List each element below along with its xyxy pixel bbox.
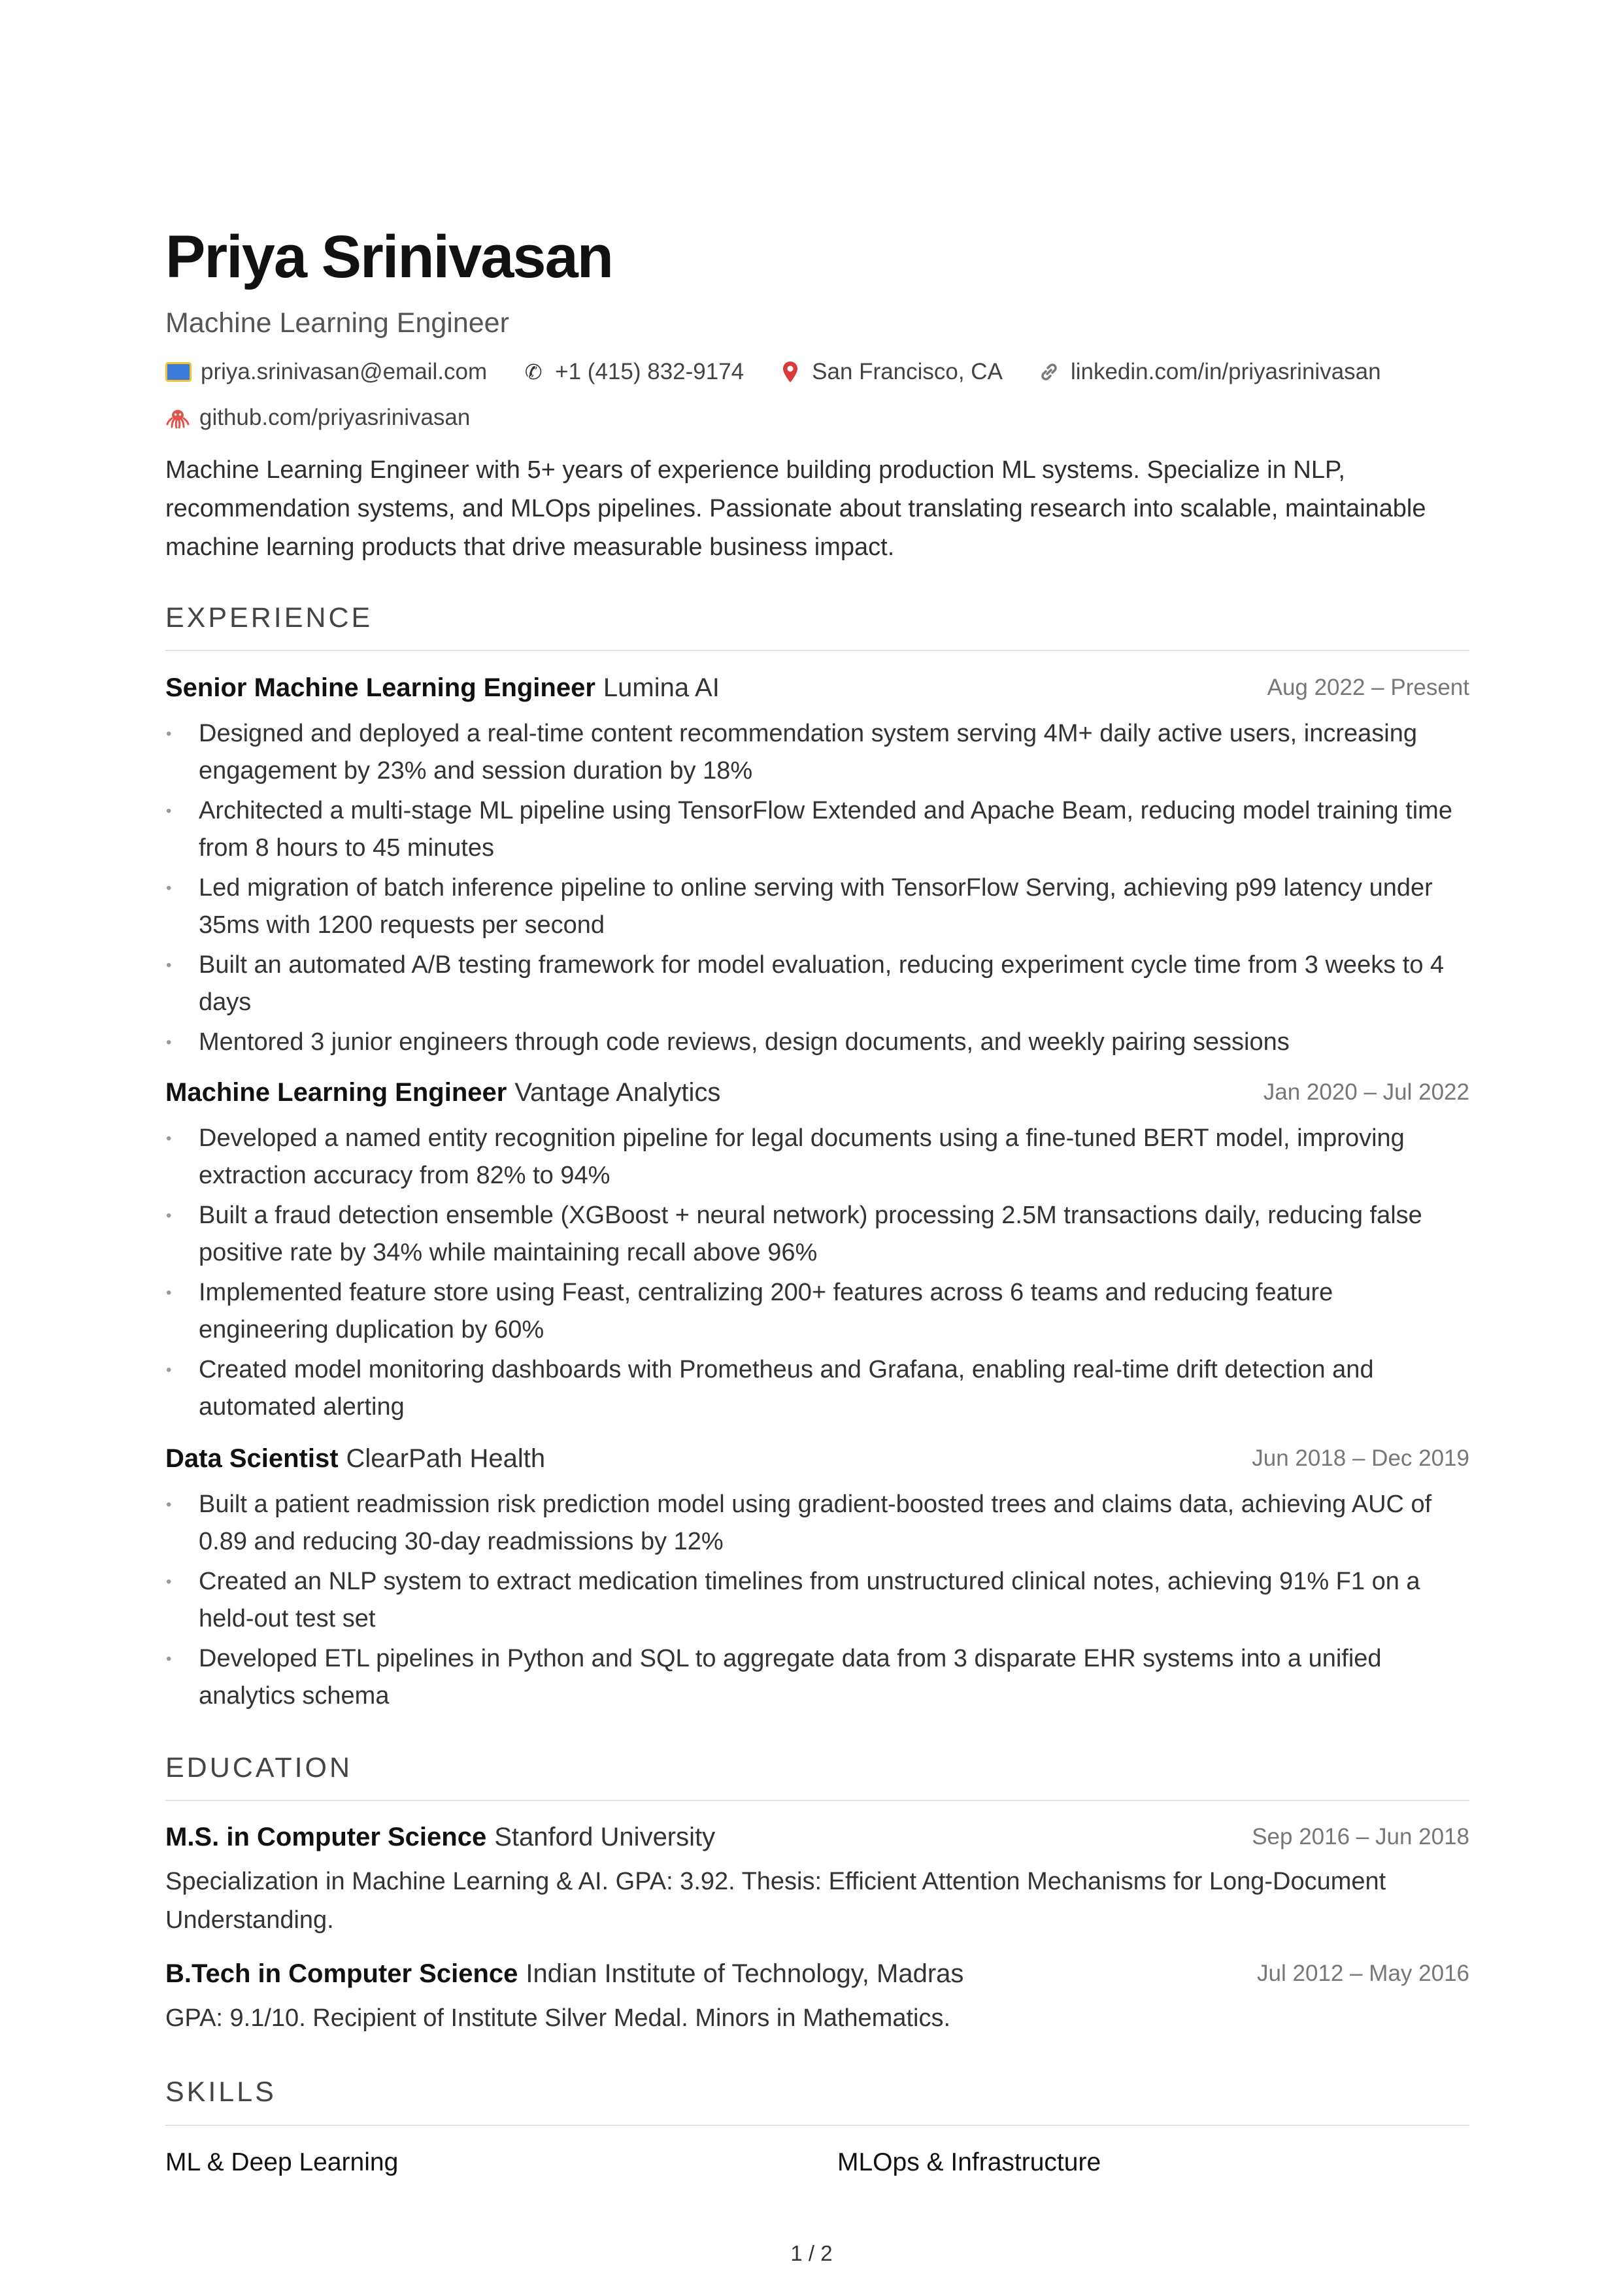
phone-icon: ✆: [524, 360, 543, 384]
contact-location: [778, 356, 1003, 388]
job-bullets-vantage: [165, 1120, 1469, 1428]
list-item: • Designed and deployed a real-time content recommendation system serving 4M+ daily active users, increasing engagement by 23% and session duration by 18%: [165, 715, 1469, 790]
skills-heading: SKILLS: [165, 2076, 276, 2108]
list-item: • Built a fraud detection ensemble (XGBoost + neural network) processing 2.5M transactions daily, reducing false positive rate by 34% while maintaining recall above 96%: [165, 1197, 1469, 1272]
experience-divider: [165, 650, 1469, 651]
page-indicator: 1 / 2: [790, 2241, 833, 2265]
job-dates: Jun 2018 – Dec 2019: [1252, 1445, 1469, 1471]
contact-row-2: [165, 402, 504, 433]
job-company: Vantage Analytics: [514, 1078, 721, 1107]
job-header-vantage: [165, 1074, 1469, 1111]
contact-row-1: [165, 356, 1415, 388]
list-item: • Created an NLP system to extract medication timelines from unstructured clinical notes, achieving 91% F1 on a held-out test set: [165, 1563, 1469, 1638]
experience-heading: EXPERIENCE: [165, 602, 373, 633]
job-bullets-lumina: [165, 715, 1469, 1064]
job-dates: Jan 2020 – Jul 2022: [1263, 1079, 1469, 1105]
list-item: • Created model monitoring dashboards with Prometheus and Grafana, enabling real-time drift detection and automated alerting: [165, 1351, 1469, 1426]
job-bullets-clearpath: [165, 1486, 1469, 1717]
linkedin-text: linkedin.com/in/priyasrinivasan: [1070, 359, 1381, 384]
email-icon: [165, 362, 192, 382]
education-header-iitm: [165, 1955, 1469, 1992]
list-item: • Implemented feature store using Feast, centralizing 200+ features across 6 teams and reducing feature engineering duplication by 60%: [165, 1274, 1469, 1349]
contact-linkedin[interactable]: [1037, 356, 1381, 388]
school: Stanford University: [494, 1823, 716, 1851]
github-octocat-icon: [165, 407, 190, 429]
list-item: • Mentored 3 junior engineers through code reviews, design documents, and weekly pairing sessions: [165, 1024, 1469, 1061]
job-role: Senior Machine Learning Engineer: [165, 673, 595, 702]
degree: B.Tech in Computer Science: [165, 1959, 518, 1988]
list-item: • Built a patient readmission risk prediction model using gradient-boosted trees and claims data, achieving AUC of 0.89 and reducing 30-day readmissions by 12%: [165, 1486, 1469, 1561]
list-item: • Developed ETL pipelines in Python and SQL to aggregate data from 3 disparate EHR systems into a unified analytics schema: [165, 1640, 1469, 1715]
degree: M.S. in Computer Science: [165, 1823, 487, 1851]
job-role: Machine Learning Engineer: [165, 1078, 507, 1107]
job-header-clearpath: [165, 1440, 1469, 1477]
school: Indian Institute of Technology, Madras: [526, 1959, 964, 1988]
list-item: • Built an automated A/B testing framework for model evaluation, reducing experiment cycle time from 3 weeks to 4 days: [165, 947, 1469, 1021]
list-item: • Architected a multi-stage ML pipeline using TensorFlow Extended and Apache Beam, reducing model training time from 8 hours to 45 minutes: [165, 792, 1469, 867]
education-header-stanford: [165, 1819, 1469, 1855]
job-dates: Aug 2022 – Present: [1267, 675, 1469, 700]
job-company: Lumina AI: [603, 673, 720, 702]
location-text: San Francisco, CA: [812, 359, 1003, 384]
link-icon: [1037, 361, 1062, 383]
job-header-lumina: [165, 669, 1469, 706]
candidate-title: Machine Learning Engineer: [165, 307, 509, 339]
education-dates: Sep 2016 – Jun 2018: [1252, 1824, 1469, 1849]
candidate-name: Priya Srinivasan: [165, 224, 612, 290]
education-description: Specialization in Machine Learning & AI. GPA: 3.92. Thesis: Efficient Attention Mechanisms for Long-Document Understanding.: [165, 1868, 1386, 1934]
professional-summary: Machine Learning Engineer with 5+ years of experience building production ML systems. Specialize in NLP, recommendation systems, and MLOps pipelines. Passionate about translating research into scalable, maintainable machine learning products that drive measurable business impact.: [165, 456, 1426, 561]
location-pin-icon: [778, 361, 803, 383]
education-heading: EDUCATION: [165, 1752, 353, 1783]
contact-email[interactable]: [165, 356, 487, 388]
email-text: priya.srinivasan@email.com: [201, 359, 488, 384]
contact-phone[interactable]: [521, 356, 744, 388]
github-text: github.com/priyasrinivasan: [199, 405, 471, 430]
skills-divider: [165, 2125, 1469, 2126]
education-description: GPA: 9.1/10. Recipient of Institute Silver Medal. Minors in Mathematics.: [165, 2004, 951, 2032]
list-item: • Developed a named entity recognition pipeline for legal documents using a fine-tuned BERT model, improving extraction accuracy from 82% to 94%: [165, 1120, 1469, 1194]
phone-text: +1 (415) 832-9174: [555, 359, 745, 384]
list-item: • Led migration of batch inference pipeline to online serving with TensorFlow Serving, achieving p99 latency under 35ms with 1200 requests per second: [165, 869, 1469, 944]
skill-category: MLOps & Infrastructure: [837, 2148, 1101, 2176]
job-role: Data Scientist: [165, 1444, 339, 1473]
skill-category: ML & Deep Learning: [165, 2148, 399, 2176]
education-divider: [165, 1800, 1469, 1801]
contact-github[interactable]: [165, 402, 470, 433]
job-company: ClearPath Health: [346, 1444, 546, 1473]
education-dates: Jul 2012 – May 2016: [1257, 1961, 1469, 1986]
